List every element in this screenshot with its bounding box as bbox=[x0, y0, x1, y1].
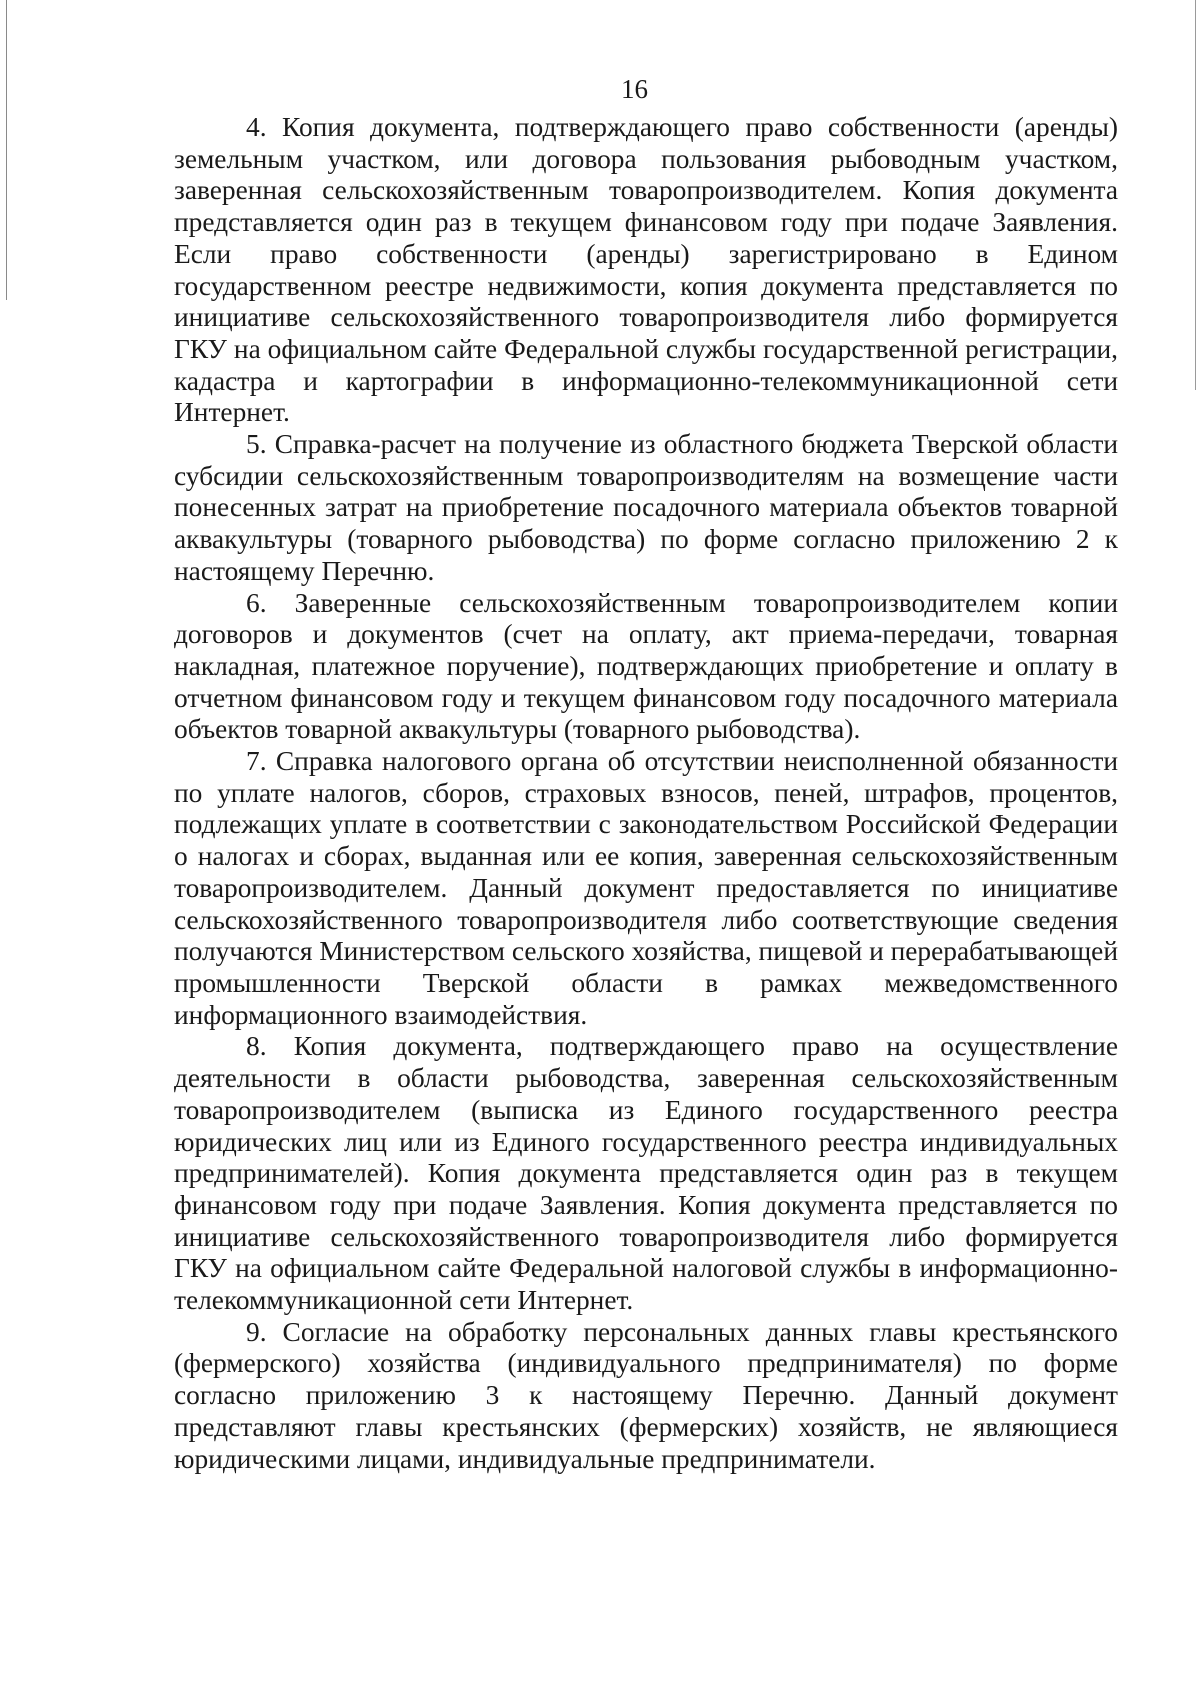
paragraph-item-8: 8. Копия документа, подтверждающего право на осуществление деятельности в области рыбоводства, заверенная сельскохозяйственным товаропроизводителем (выписка из Единого государственного реестра юридических лиц или из Единого государственного реестра индивидуальных предпринимателей). Копия документа представляется один раз в текущем финансовом году при подаче Заявления. Копия документа представляется по инициативе сельскохозяйственного товаропроизводителя либо формируется ГКУ на официальном сайте Федеральной налоговой службы в информационно-телекоммуникационной сети Интернет. bbox=[174, 1031, 1118, 1316]
scan-edge-left bbox=[6, 0, 7, 300]
paragraph-item-9: 9. Согласие на обработку персональных данных главы крестьянского (фермерского) хозяйства (индивидуального предпринимателя) по форме согласно приложению 3 к настоящему Перечню. Данный документ представляют главы крестьянских (фермерских) хозяйств, не являющиеся юридическими лицами, индивидуальные предприниматели. bbox=[174, 1316, 1118, 1474]
page-number: 16 bbox=[621, 74, 648, 104]
document-body bbox=[174, 112, 1118, 1475]
scan-edge-right bbox=[1195, 0, 1196, 390]
paragraph-item-5: 5. Справка-расчет на получение из областного бюджета Тверской области субсидии сельскохозяйственным товаропроизводителям на возмещение части понесенных затрат на приобретение посадочного материала объектов товарной аквакультуры (товарного рыбоводства) по форме согласно приложению 2 к настоящему Перечню. bbox=[174, 429, 1118, 586]
paragraph-item-7: 7. Справка налогового органа об отсутствии неисполненной обязанности по уплате налогов, сборов, страховых взносов, пеней, штрафов, процентов, подлежащих уплате в соответствии с законодательством Российской Федерации о налогах и сборах, выданная или ее копия, заверенная сельскохозяйственным товаропроизводителем. Данный документ предоставляется по инициативе сельскохозяйственного товаропроизводителя либо соответствующие сведения получаются Министерством сельского хозяйства, пищевой и перерабатывающей промышленности Тверской области в рамках межведомственного информационного взаимодействия. bbox=[174, 746, 1118, 1030]
paragraph-item-4: 4. Копия документа, подтверждающего право собственности (аренды) земельным участком, или договора пользования рыбоводным участком, заверенная сельскохозяйственным товаропроизводителем. Копия документа представляется один раз в текущем финансовом году при подаче Заявления. Если право собственности (аренды) зарегистрировано в Едином государственном реестре недвижимости, копия документа представляется по инициативе сельскохозяйственного товаропроизводителя либо формируется ГКУ на официальном сайте Федеральной службы государственной регистрации, кадастра и картографии в информационно-телекоммуникационной сети Интернет. bbox=[174, 112, 1118, 428]
paragraph-item-6: 6. Заверенные сельскохозяйственным товаропроизводителем копии договоров и документов (счет на оплату, акт приема-передачи, товарная накладная, платежное поручение), подтверждающих приобретение и оплату в отчетном финансовом году и текущем финансовом году посадочного материала объектов товарной аквакультуры (товарного рыбоводства). bbox=[174, 587, 1118, 745]
